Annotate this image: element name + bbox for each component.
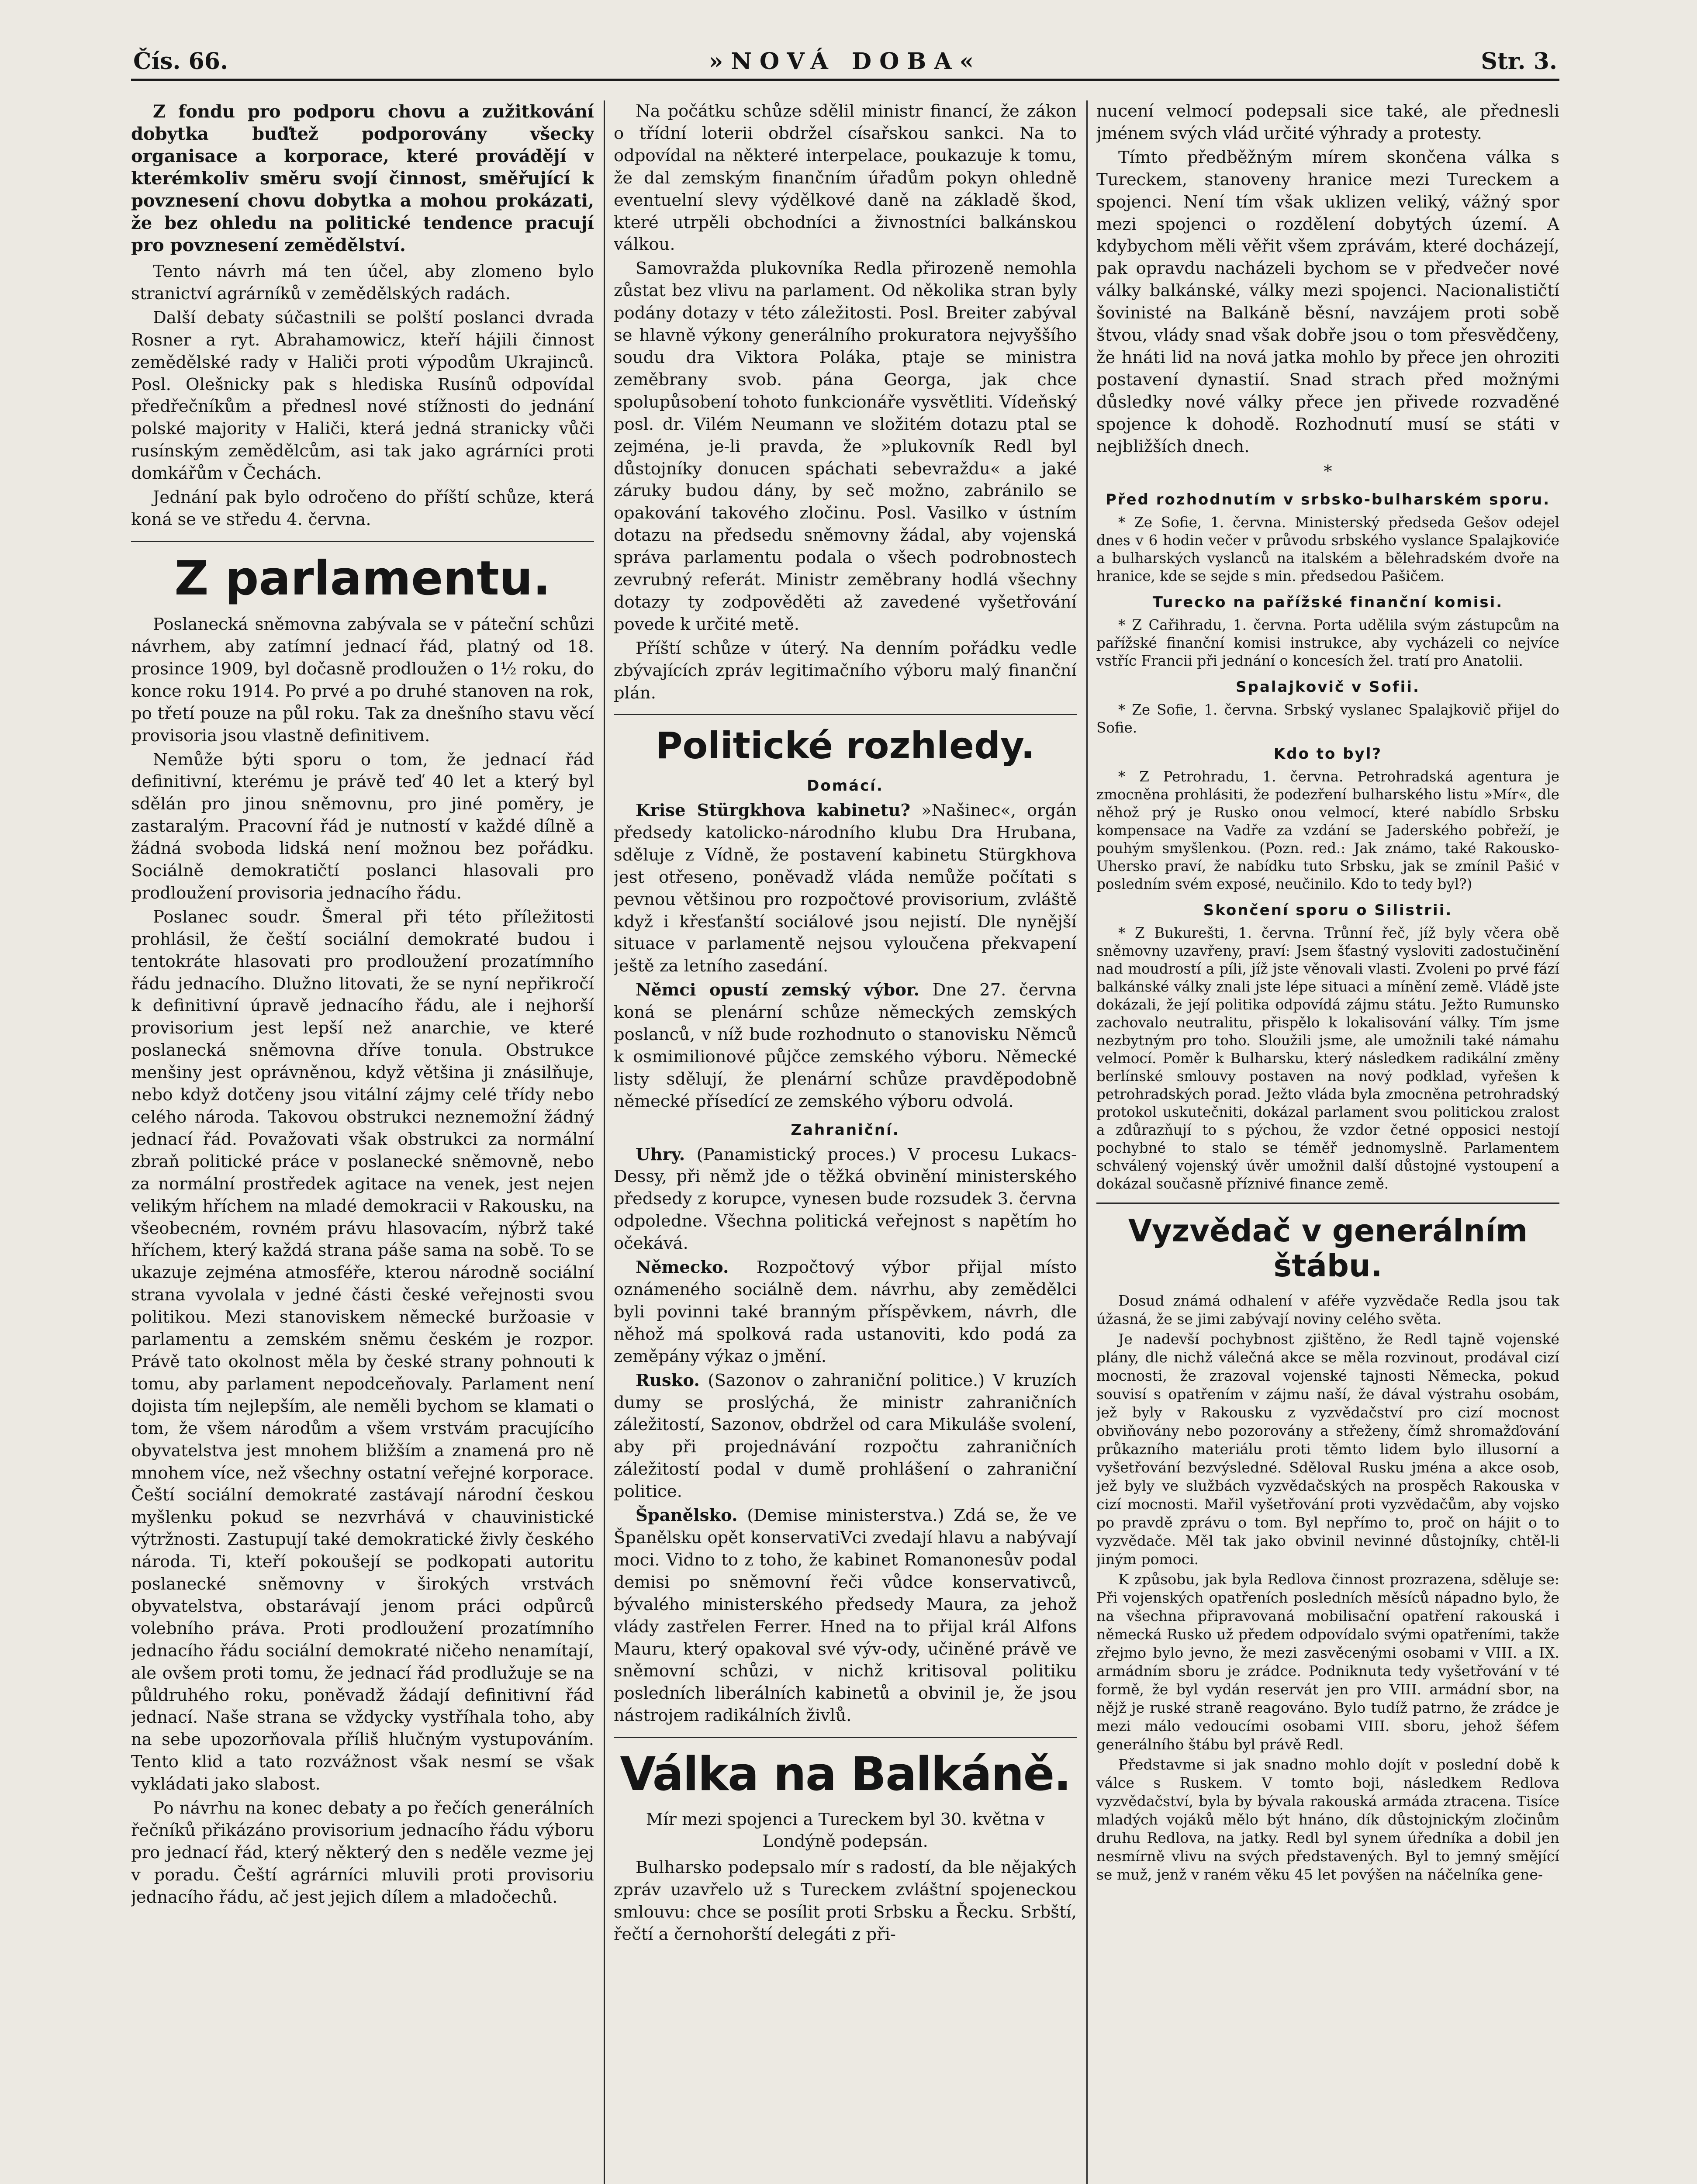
paragraph: Po návrhu na konec debaty a po řečích generálních řečníků přikázáno provisorium jednacího řádu výboru pro jednací řád, který některý den s neděle vezme jej v poradu. Čeští agrárníci mluvili proti provisoriu jednacího řádu, ač jest jejich dílem a mladočechů. [131,1798,594,1907]
subheading-zahranicni: Zahraniční. [791,1121,900,1139]
news-item: Krise Stürgkhova kabinetu? »Našinec«, orgán předsedy katolicko-národního klubu Dra Hrubana, sděluje z Vídně, že postavení kabinetu Stürgkhova jest otřeseno, poněvadž vláda nemůže počítati s pevnou většinou pro rozpočtové provisorium, zvláště když i křesťanští sociálové jsou nejistí. Dle nynější situace v parlamentě nejsou vyloučena překvapení ještě za letního zasedání. [614,800,1077,976]
column-rule [1086,100,1088,2184]
paragraph: Dosud známá odhalení v aféře vyzvědače Redla jsou tak úžasná, že se jimi zabývají noviny celého světa. [1096,1292,1559,1327]
paragraph: Samovražda plukovníka Redla přirozeně nemohla zůstat bez vlivu na parlament. Od několika stran byly podány dotazy v této záležitosti. Posl. Breiter zabýval se hlavně výkony generálního prokuratora nejvyššího soudu dra Viktora Poláka, ptaje se ministra zeměbrany svob. pána Georga, jak chce spolupůsobení tohoto funkcionáře vysvětliti. Vídeňský posl. dr. Vilém Neumann ve složitém dotazu ptal se zejména, je-li pravda, že »plukovník Redl byl důstojníky donucen spáchati sebevraždu« a jaké záruky budou dány, by seč možno, zabránilo se opakování takového zločinu. Posl. Vasilko v ústním dotazu na předsedu sněmovny žádal, aby vojenská správa parlamentu podala o všech podrobnostech zevrubný referát. Ministr zeměbrany hodlá všechny dotazy ty zodpověděti až zavedené vyšetřování povede k určité metě. [614,259,1077,634]
news-item: Uhry. (Panamistický proces.) V procesu Lukacs-Dessy, při němž jde o těžká obvinění ministerského předsedy z korupce, vynesen bude rozsudek 3. června odpoledne. Všechna politická veřejnost s napětím ho očekává. [614,1144,1077,1254]
paragraph: Tímto předběžným mírem skončena válka s Tureckem, stanoveny hranice mezi Tureckem a spojenci. Není tím však uklizen veliký, vážný spor mezi spojenci o rozdělení dobytých území. A kdybychom měli věřit všem zprávám, které docházejí, pak opravdu nacházeli bychom se v předvečer nové války balkánské, války mezi spojenci. Nacionalističtí šovinisté na Balkáně běsní, navzájem proti sobě štvou, vlády snad však dobře jsou o tom přesvědčeny, že hnáti lid na nová jatka mohlo by přece jen ohroziti postavení dynastií. Snad strach před možnými důsledky nové války přece jen přivede rozvaděné spojence k dohodě. Rozhodnutí musí se státi v nejbližších dnech. [1096,147,1559,456]
divider [1096,1203,1559,1204]
paragraph: Poslanec soudr. Šmeral při této příležitosti prohlásil, že čeští sociální demokraté budou i tentokráte hlasovati pro prodloužení prozatímního řádu jednacího. Dlužno litovati, že se nyní nepřikročí k definitivní úpravě jednacího řádu, ale i nejhorší provisorium jest lepší než anarchie, ve které poslanecká sněmovna dříve tonula. Obstrukce menšiny jest oprávněnou, když většina ji znásilňuje, nebo když dotčeny jsou vitální zájmy celé třídy nebo celého národa. Takovou obstrukci neznemožní žádný jednací řád. Považovati však obstrukci za normální zbraň politické práce v poslanecké sněmovně, nebo za normální prostředek agitace na venek, jest nejen velikým hříchem na mladé demokracii v Rakousku, na všeobecném, rovném právu hlasovacím, nýbrž také hříchem, který každá strana páše sama na sobě. To se ukazuje zejména atmosféře, kterou národně sociální strana vyvolala v jedné části české veřejnosti svou politikou. Mezi stanoviskem německé buržoasie v parlamentu a zemském sněmu českém je rozpor. Právě tato okolnost měla by české strany pohnouti k tomu, aby parlament nepodceňovaly. Parlament není dojista tím nejlepším, ale neměli bychom se klamati o tom, že všem národům a všem vrstvám pracujícího obyvatelstva jest mnohem bližším a znamená pro ně mnohem více, než všechny ostatní veřejné korporace. Čeští sociální demokraté zastávají národní českou myšlenku pokud se nezvrhává v chauvinistické výtržnosti. Zastupují také demokratické živly českého národa. Ti, kteří pokoušejí se podkopati autoritu poslanecké sněmovny v širokých vrstvách obyvatelstva, obstarávají jenom práci odpůrců volebního práva. Proti prodloužení prozatímního jednacího řádu sociální demokraté ničeho nenamítají, ale ovšem proti tomu, že jednací řád prodlužuje se na půldruhého roku, poněvadž žádají definitivní řád jednací. Naše strana se vždycky vystříhala toho, aby na sebe upozorňovala příliš hlučným vystupováním. Tento klid a tato rozvážnost však nesmí se však vykládati jako slabost. [131,907,594,1794]
news-item: Rusko. (Sazonov o zahraniční politice.) V kruzích dumy se proslýchá, že ministr zahraničních záležitostí, Sazonov, obdržel od cara Mikuláše svolení, aby při projednávání rozpočtu zahraničních záležitostí podal v dumě prohlášení o zahraniční politice. [614,1370,1077,1502]
paragraph: Příští schůze v úterý. Na denním pořádku vedle zbývajících zpráv legitimačního výboru malý finanční plán. [614,638,1077,703]
paragraph: Na počátku schůze sdělil ministr financí, že zákon o třídní loterii obdržel císařskou sankci. Na to odpovídal na některé interpelace, poukazuje k tomu, že dal zemským finančním úřadům pokyn ohledně eventuelní slevy výdělkové daně na základě škod, které utrpěli obchodníci a živnostníci balkánskou válkou. [614,101,1077,255]
divider [614,714,1077,715]
paragraph: K způsobu, jak byla Redlova činnost prozrazena, sděluje se: Při vojenských opatřeních posledních měsíců nápadno bylo, že na všechna připravovaná mobilisační opatření rakouská i německá Rusko už předem odpovídalo svými opatřeními, takže zřejmo bylo jevno, že mezi zasvěcenými osobami v VIII. a IX. armádním sboru je zrádce. Podniknuta tedy vyšetřování v té formě, že byl vydán reservát jen pro VIII. armádní sbor, na nějž je ruské straně reagováno. Bylo tudíž patrno, že zrádce je mezi málo vedoucími osobami VIII. sboru, jehož šéfem generálního štábu byl právě Redl. [1096,1570,1559,1753]
news-item: Německo. Rozpočtový výbor přijal místo oznámeného sociálně dem. návrhu, aby zemědělci byli povinni také branným příspěvkem, návrh, dle něhož má spolková rada ustanoviti, kdo podá za zeměpány výkaz o jmění. [614,1258,1077,1366]
dispatch: * Z Petrohradu, 1. června. Petrohradská agentura je zmocněna prohlásiti, že podezření bulharského listu »Mír«, dle něhož prý je Rusko onou velmocí, které nabídlo Srbsku kompensace na Vadře za vzdání se Jaderského pobřeží, je pouhým smyšlenkou. (Pozn. red.: Jak známo, také Rakousko-Uhersko praví, že nabídku tuto Srbsku, jak se zmínil Pašić v posledním svém exposé, neučinilo. Kdo to tedy byl?) [1096,768,1559,893]
page-number: Str. 3. [1481,48,1557,75]
subheading-domaci: Domácí. [807,777,884,795]
section-title-vyzvedac: Vyzvědač v generálním štábu. [1128,1213,1528,1284]
paragraph: Nemůže býti sporu o tom, že jednací řád definitivní, kterému je právě teď 40 let a který byl sdělán pro jinou sněmovnu, pro jiné poměry, je zastaralým. Pracovní řád je nutností v každé dílně a žádná svoboda lidská není možnou bez pořádku. Sociálně demokratičtí poslanci hlasovali pro prodloužení provisoria jednacího řádu. [131,750,594,903]
dispatch-heading: Skončení sporu o Silistrii. [1203,902,1453,919]
divider [131,541,594,542]
dispatch-heading: Spalajkovič v Sofii. [1236,678,1420,696]
item-kicker: Německo. [636,1258,729,1278]
paragraph: Představme si jak snadno mohlo dojít v poslední době k válce s Ruskem. V tomto boji, následkem Redlova vyzvědačství, byla by bývala rakouská armáda ztracena. Tisíce mladých vojáků mělo být hnáno, dík důstojnickým zločinům druhu Redlova, na jatky. Redl byl synem úředníka a dobil jen nesmírně vlivu na svých představených. Byl to jemný smějící se muž, jenž v raném věku 45 let povýšen na náčelníka gene- [1096,1755,1559,1883]
item-kicker: Němci opustí zemský výbor. [636,980,920,1000]
paragraph: Je nadevší pochybnost zjištěno, že Redl tajně vojenské plány, dle nichž válečná akce se měla rozvinout, prodával cizí mocnosti, že zrazoval vojenské tajnosti Německa, pokud souvisí s opatřením v zájmu naší, že dával výstrahu osobám, jež byly v Rakousku z vyzvědačství pro cizí mocnost obviňovány nebo pozorovány a střeženy, čímž shromažďování průkazního materiálu proti těmto lidem bylo illusorní a vyšetřování bezvýsledné. Sděloval Rusku jména a akce osob, jež byly ve službách vyzvědačských na prospěch Rakouska v cizí mocnosti. Mařil vyšetřování proti vyzvědačům, aby vojsko po pravdě zprávu o tom. Byl nepřímo to, proč on hájit o to vyzvědače. Měl tak jako obvinil nevinné důstojníky, chtěl-li jiným pomoci. [1096,1330,1559,1568]
asterism: * [1324,461,1332,481]
newspaper-page [131,48,1559,2184]
bold-resolution: Z fondu pro podporu chovu a zužitkování dobytka buďtež podporovány všecky organisace a korporace, které provádějí v kterémkoliv směru svojí činnost, směřující k povznesení chovu dobytka a mohou prokázati, že bez ohledu na politické tendence pracují pro povznesení zemědělství. [131,101,594,256]
paragraph: Tento návrh má ten účel, aby zlomeno bylo stranictví agrárníků v zemědělských radách. [131,262,594,304]
column-2 [614,100,1077,2184]
item-kicker: Rusko. [636,1370,700,1390]
dispatch-heading: Kdo to byl? [1273,745,1382,763]
paragraph: Jednání pak bylo odročeno do příští schůze, která koná se ve středu 4. června. [131,487,594,529]
dispatch: * Z Bukurešti, 1. června. Trůnní řeč, jíž byly včera obě sněmovny uzavřeny, praví: Jsem šťastný vysloviti zadostučinění nad moudrostí a píli, jíž jste věnovali vlasti. Zvoleni po prvé fází balkánské války znali jste lépe situaci a mínění země. Vládě jste dokázali, že její politika odpovídá zájmu státu. Ježto Rumunsko zachovalo neutralitu, přispělo k lokalisování války. Tím jsme nezbytným pro toho. Sloužili jsme, ale umožnili také námahu velmocí. Poměr k Bulharsku, který následkem radikální změny berlínské smlouvy postaven na nový podklad, vyřešen k petrohradských porad. Ježto vláda byla zmocněna petrohradský protokol uskutečniti, dokázal parlament svou politickou zralost a zdůrazňují to s pýchou, že vzdor četné opposici nestojí pochybné to stalo se téměř jednomyslně. Parlamentem schválený vojenský úvěr umožnil další důstojné vystoupení a dokázal současně příznivé finance země. [1096,924,1559,1192]
paragraph: Další debaty súčastnili se polští poslanci dvrada Rosner a ryt. Abrahamowicz, kteří hájili činnost zemědělské rady v Haliči proti výpodům Ukrajinců. Posl. Olešnicky pak s hlediska Rusínů odpovídal předřečníkům a přednesl nové stížnosti do jednání polské majority v Haliči, která jedná stranicky vůči rusínským zemědělcům, asi tak jako agrárníci proti domkářům v Čechách. [131,308,594,484]
column-1 [131,100,594,2184]
news-item: Španělsko. (Demise ministerstva.) Zdá se, že ve Španělsku opět konservatiVci zvedají hlavu a nabývají moci. Vidno to z toho, že kabinet Romanonesův podal demisi po sněmovní řeči vůdce konservativců, bývalého ministerského předsedy Maura, za jehož vlády zastřelen Ferrer. Hned na to přijal král Alfons Mauru, který opakoval své výv-ody, učiněné právě ve sněmovní schůzi, v nichž kritisoval politiku posledních liberálních kabinetů a obvinil je, že jsou nástrojem radikálních živlů. [614,1506,1077,1726]
paragraph: Bulharsko podepsalo mír s radostí, da ble nějakých zpráv uzavřelo už s Tureckem zvláštní spojeneckou smlouvu: chce se posílit proti Srbsku a Řecku. Srbští, řečtí a černohorští delegáti z při- [614,1858,1077,1944]
article-subtitle: Mír mezi spojenci a Tureckem byl 30. května v Londýně podepsán. [646,1810,1045,1852]
section-title-valka-na-balkane: Válka na Balkáně. [620,1747,1071,1801]
news-item: Němci opustí zemský výbor. Dne 27. června koná se plenární schůze německých zemských poslanců, v níž bude rozhodnuto o stanovisku Němců k osmimilionové půjčce zemského výboru. Německé listy sdělují, že plenární schůze pravděpodobně německé přísedící ze zemského výboru odvolá. [614,980,1077,1111]
column-3 [1096,100,1559,2184]
dispatch: * Ze Sofie, 1. června. Ministerský předseda Gešov odejel dnes v 6 hodin večer v průvodu srbského vyslance Spalajkoviće a bulharských vyslanců na italském a bělehradském dvoře na hranice, kde se sejde s min. předsedou Pašičem. [1096,514,1559,585]
dispatch-heading: Před rozhodnutím v srbsko-bulharském sporu. [1105,491,1551,509]
item-kicker: Krise Stürgkhova kabinetu? [636,800,911,820]
paragraph: Poslanecká sněmovna zabývala se v páteční schůzi návrhem, aby zatímní jednací řád, platný od 18. prosince 1909, byl dočasně prodloužen o 1½ roku, do konce roku 1914. Po prvé a po druhé stanoven na rok, po třetí pouze na půl roku. Tak za dnešního stavu věcí provisoria jsou vlastně definitivem. [131,615,594,746]
section-title-parlament: Z parlamentu. [174,551,551,606]
dispatch: * Z Cařihradu, 1. června. Porta udělila svým zástupcům na pařížské finanční komisi instrukce, aby vycházeli co nejvíce vstříc Francii při jednání o koncesích žel. tratí pro Anatolii. [1096,617,1559,670]
column-rule [604,100,605,2184]
dispatch: * Ze Sofie, 1. června. Srbský vyslanec Spalajkovič přijel do Sofie. [1096,702,1559,736]
masthead: »NOVÁ DOBA« [709,48,982,75]
item-kicker: Španělsko. [636,1506,738,1526]
issue-number: Čís. 66. [133,48,228,75]
paragraph: nucení velmocí podepsali sice také, ale přednesli jménem svých vlád určité výhrady a protesty. [1096,101,1559,143]
running-header [131,48,1559,81]
dispatch-heading: Turecko na pařížské finanční komisi. [1152,594,1503,612]
section-title-politicke-rozhledy: Politické rozhledy. [655,724,1035,767]
divider [614,1737,1077,1738]
item-kicker: Uhry. [636,1144,685,1165]
